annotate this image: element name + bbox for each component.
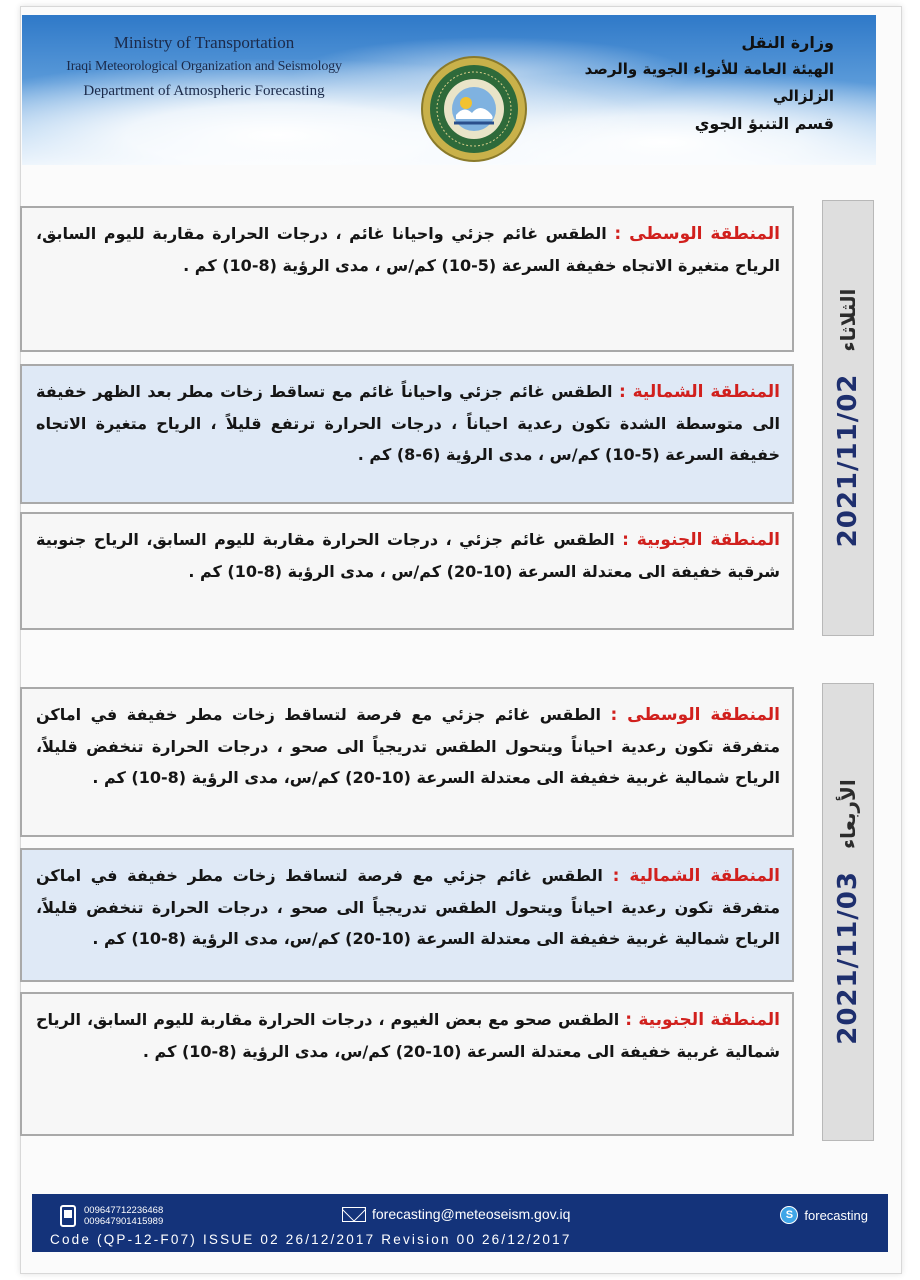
phone-number: 009647901415989: [84, 1216, 164, 1227]
skype-contact[interactable]: [780, 1206, 868, 1224]
organization-name-arabic: الهيئة العامة للأنواء الجوية والرصد الزلزالي: [584, 60, 834, 105]
forecast-day-name: الأربعاء: [836, 779, 860, 850]
forecast-card-south: [20, 992, 794, 1136]
phone-icon: [60, 1205, 76, 1227]
header-banner: [22, 15, 876, 165]
email-contact[interactable]: [342, 1206, 570, 1222]
date-sidebar: [822, 200, 874, 636]
day-section-1: [20, 200, 876, 636]
forecast-text: الطقس غائم جزئي ، درجات الحرارة مقاربة لليوم السابق، الرياح جنوبية شرقية خفيفة الى معتدلة السرعة (10-20) كم/س ، مدى الرؤية (8-10) كم .: [36, 530, 780, 581]
date-sidebar: [822, 683, 874, 1141]
region-label: المنطقة الشمالية :: [618, 382, 780, 402]
footer-bar: [32, 1194, 888, 1252]
forecast-text: الطقس غائم جزئي مع فرصة لتساقط زخات مطر خفيفة في اماكن متفرقة تكون رعدية احياناً ويتحول الطقس تدريجياً الى صحو ، درجات الحرارة تنخفض قليلاً، الرياح شمالية غربية خفيفة الى معتدلة السرعة (10-20) كم/س، مدى الرؤية (8-10) كم .: [36, 866, 780, 948]
forecast-card-north: [20, 848, 794, 982]
region-label: المنطقة الجنوبية :: [622, 530, 780, 550]
forecast-text: الطقس صحو مع بعض الغيوم ، درجات الحرارة مقاربة لليوم السابق، الرياح شمالية غربية خفيفة الى معتدلة السرعة (10-20) كم/س، مدى الرؤية (8-10) كم .: [36, 1010, 780, 1061]
forecast-date: 2021/11/02: [833, 373, 863, 548]
region-label: المنطقة الجنوبية :: [625, 1010, 780, 1030]
forecast-card-north: [20, 364, 794, 504]
organization-name: Iraqi Meteorological Organization and Seismology: [66, 59, 342, 74]
forecast-text: الطقس غائم جزئي واحيانا غائم ، درجات الحرارة مقاربة لليوم السابق، الرياح متغيرة الاتجاه خفيفة السرعة (5-10) كم/س ، مدى الرؤية (8-10) كم .: [36, 224, 780, 275]
forecast-text: الطقس غائم جزئي واحياناً غائم مع تساقط زخات مطر بعد الظهر خفيفة الى متوسطة الشدة تكون رعدية احياناً ، درجات الحرارة ترتفع قليلاً ، الرياح متغيرة الاتجاه خفيفة السرعة (5-10) كم/س ، مدى الرؤية (6-8) كم .: [36, 382, 780, 464]
forecast-card-south: [20, 512, 794, 630]
header-arabic: [534, 29, 834, 137]
region-label: المنطقة الوسطى :: [610, 705, 780, 725]
day-section-2: [20, 683, 876, 1141]
skype-handle[interactable]: forecasting: [804, 1207, 868, 1223]
phone-number: 009647712236468: [84, 1205, 164, 1216]
department-name-arabic: قسم التنبؤ الجوي: [694, 114, 834, 133]
skype-icon: S: [780, 1206, 798, 1224]
email-address[interactable]: forecasting@meteoseism.gov.iq: [372, 1206, 571, 1222]
forecast-card-central: [20, 206, 794, 352]
ministry-name-arabic: وزارة النقل: [741, 33, 834, 52]
organization-emblem-icon: [420, 55, 528, 163]
department-name: Department of Atmospheric Forecasting: [83, 83, 325, 99]
mail-icon: [342, 1207, 366, 1222]
header-english: [54, 31, 354, 103]
forecast-day-name: الثلاثاء: [836, 288, 860, 352]
region-label: المنطقة الشمالية :: [612, 866, 780, 886]
forecast-card-central: [20, 687, 794, 837]
region-label: المنطقة الوسطى :: [614, 224, 781, 244]
ministry-name: Ministry of Transportation: [113, 33, 295, 52]
phone-numbers: [84, 1205, 163, 1227]
document-code-line: Code (QP-12-F07) ISSUE 02 26/12/2017 Revision 00 26/12/2017: [50, 1232, 572, 1247]
forecast-text: الطقس غائم جزئي مع فرصة لتساقط زخات مطر خفيفة في اماكن متفرقة تكون رعدية احياناً ويتحول الطقس تدريجياً الى صحو ، درجات الحرارة تنخفض قليلاً، الرياح شمالية غربية خفيفة الى معتدلة السرعة (10-20) كم/س، مدى الرؤية (8-10) كم .: [36, 705, 780, 787]
forecast-date: 2021/11/03: [833, 871, 863, 1045]
